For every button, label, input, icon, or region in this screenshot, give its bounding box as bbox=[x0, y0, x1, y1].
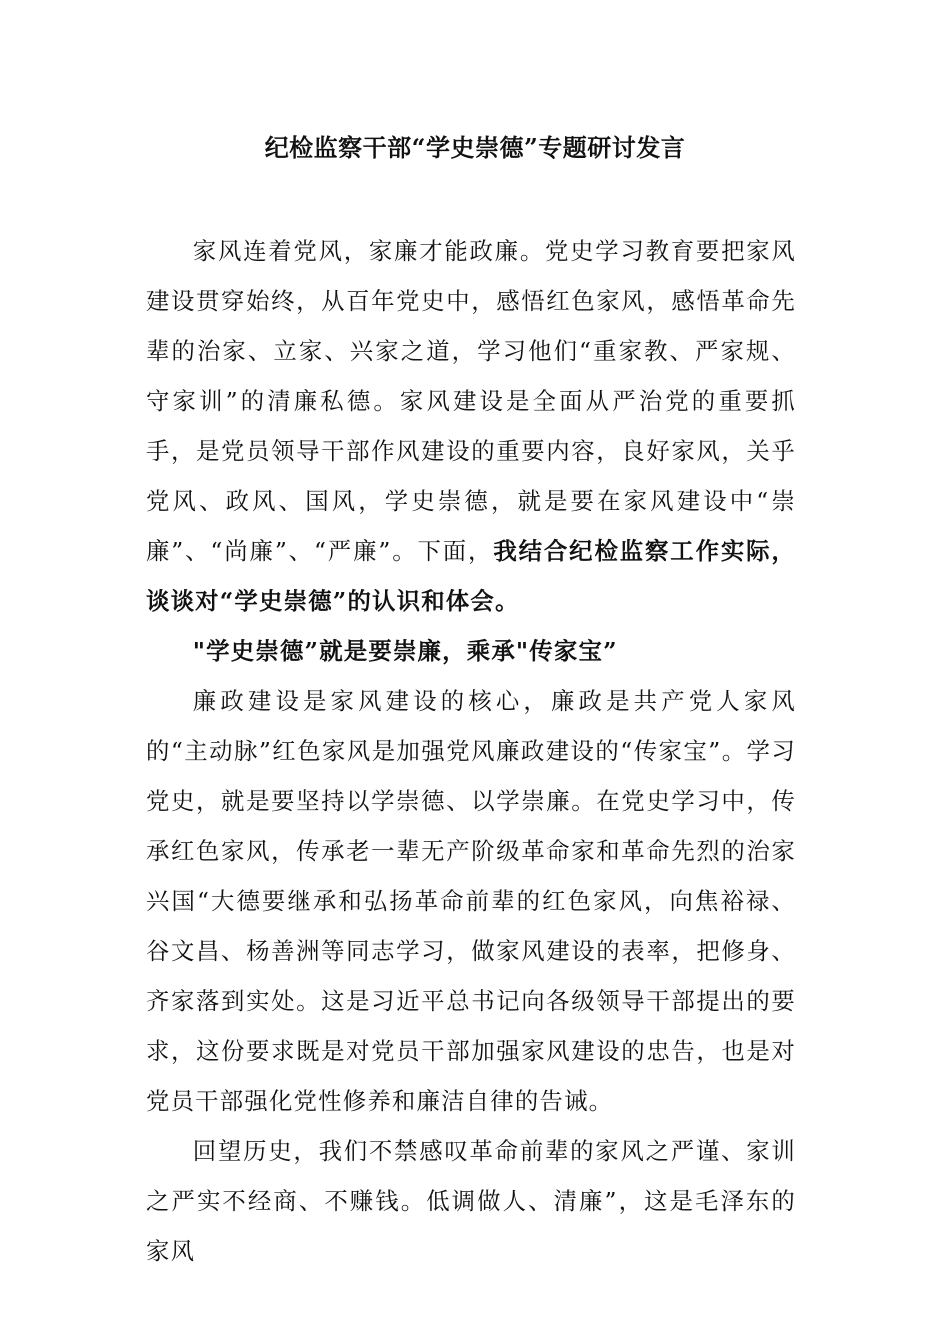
paragraph-history: 回望历史，我们不禁感叹革命前辈的家风之严谨、家训之严实不经商、不赚钱。低调做人、清廉”，这是毛泽东的家风 bbox=[146, 1137, 796, 1265]
section-heading: "学史崇德”就是要崇廉，乘承"传家宝” bbox=[192, 637, 618, 665]
paragraph-intro bbox=[146, 226, 796, 626]
paragraph-intro-bold: 我结合纪检监察工作实际，谈谈对“学史崇德”的认识和体会。 bbox=[146, 537, 796, 615]
document-title: 纪检监察干部“学史崇德”专题研讨发言 bbox=[264, 133, 686, 162]
paragraph-section1: 廉政建设是家风建设的核心，廉政是共产党人家风的“主动脉”红色家风是加强党风廉政建设的“传家宝”。学习党史，就是要坚持以学崇德、以学崇廉。在党史学习中，传承红色家风，传承老一辈无产阶级革命家和革命先烈的治家兴国“大德要继承和弘扬革命前辈的红色家风，向焦裕禄、谷文昌、杨善洲等同志学习，做家风建设的表率，把修身、齐家落到实处。这是习近平总书记向各级领导干部提出的要求，这份要求既是对党员干部加强家风建设的忠告，也是对党员干部强化党性修养和廉洁自律的告诫。 bbox=[146, 687, 796, 1115]
paragraph-intro-text: 家风连着党风，家廉才能政廉。党史学习教育要把家风建设贯穿始终，从百年党史中，感悟红色家风，感悟革命先辈的治家、立家、兴家之道，学习他们“重家教、严家规、守家训”的清廉私德。家风建设是全面从严治党的重要抓手，是党员领导干部作风建设的重要内容，良好家风，关乎党风、政风、国风，学史崇德，就是要在家风建设中“崇廉”、“尚廉”、“严廉”。下面， bbox=[146, 237, 796, 565]
document-body bbox=[146, 226, 796, 1276]
